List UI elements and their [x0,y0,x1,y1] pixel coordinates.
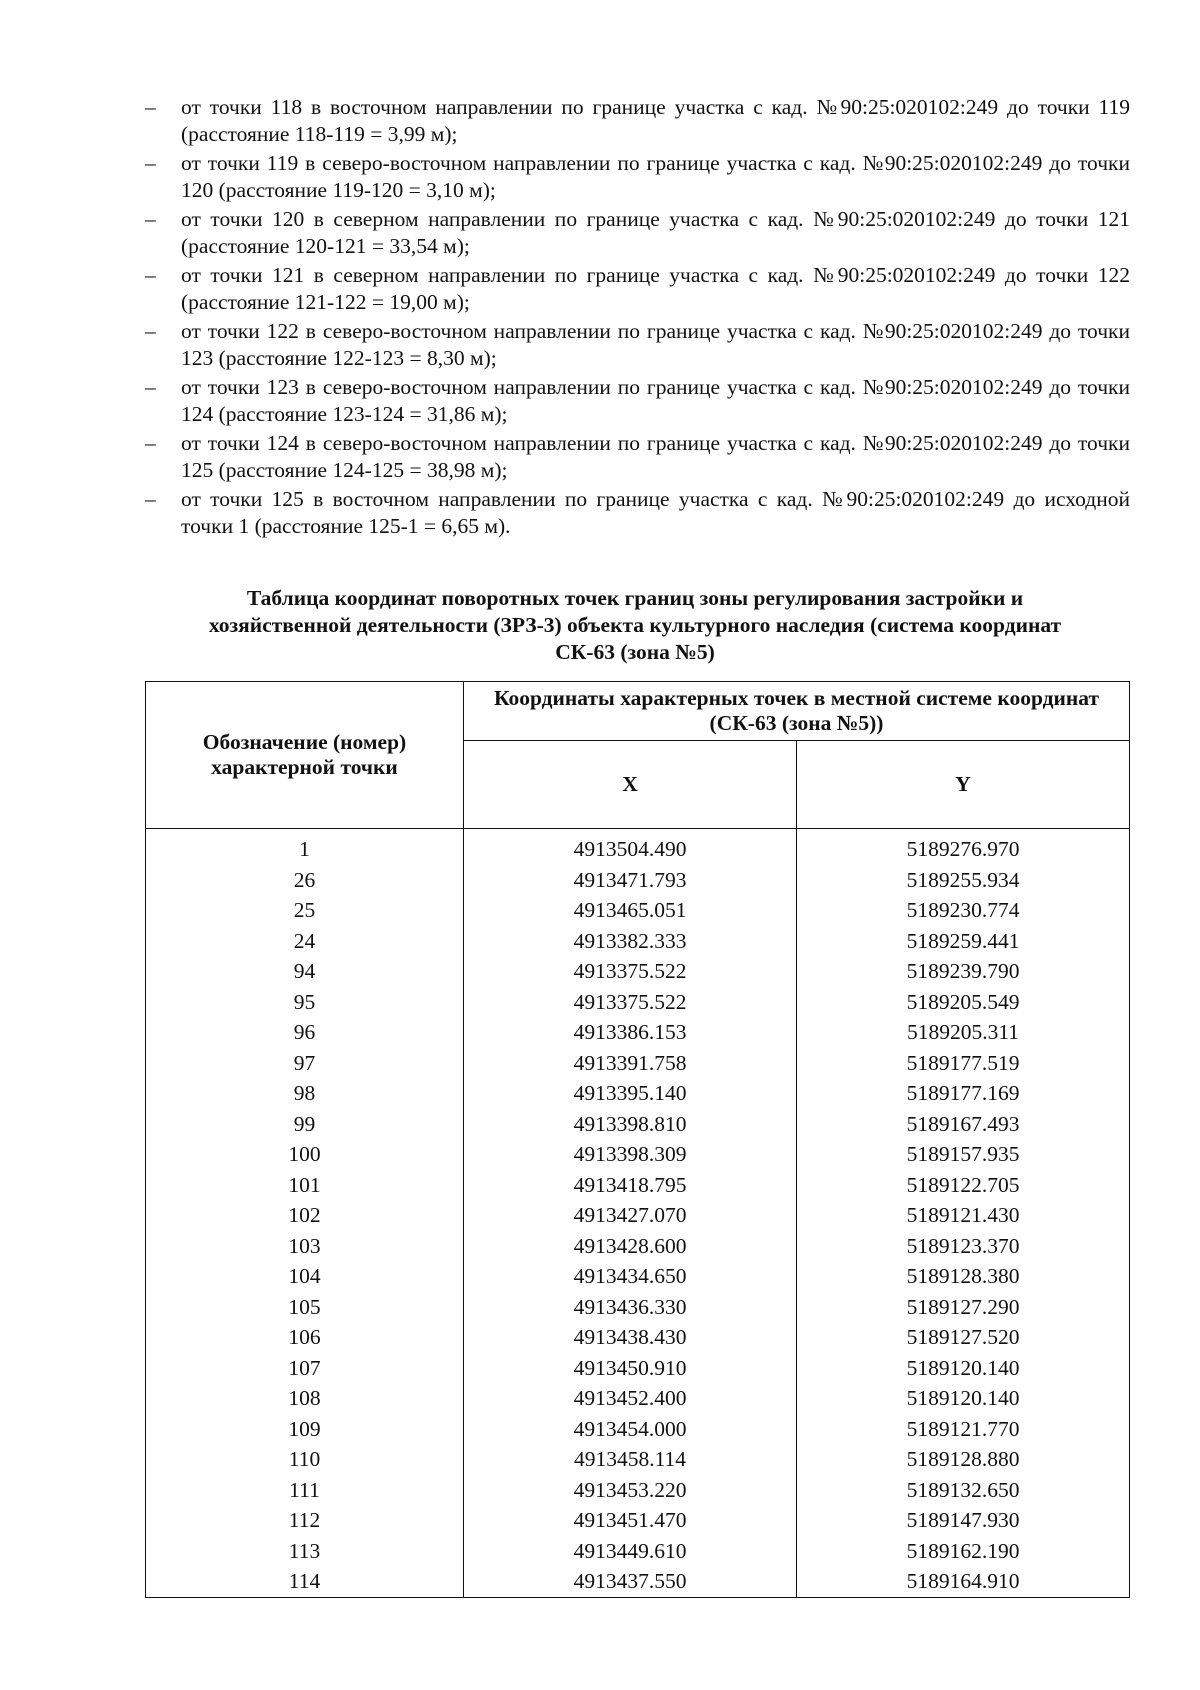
list-dash: – [145,151,156,175]
cell-x: 4913471.793 [464,865,797,896]
table-row [146,1048,1130,1079]
table-row [146,1261,1130,1292]
cell-y: 5189230.774 [797,895,1130,926]
cell-x: 4913395.140 [464,1078,797,1109]
list-dash: – [145,431,156,455]
table-row [146,1444,1130,1475]
table-row [146,1536,1130,1567]
cell-y: 5189205.311 [797,1017,1130,1048]
list-item [145,374,1130,428]
cell-x: 4913391.758 [464,1048,797,1079]
list-item-text: от точки 125 в восточном направлении по границе участка с кад. №90:25:020102:249 до исходной точки 1 (расстояние 125-1 = 6,65 м). [181,487,1130,538]
list-item-text: от точки 119 в северо-восточном направлении по границе участка с кад. №90:25:020102:249 до точки 120 (расстояние 119-120 = 3,10 м); [181,151,1130,202]
cell-y: 5189121.430 [797,1200,1130,1231]
cell-point-number: 96 [146,1017,464,1048]
cell-x: 4913434.650 [464,1261,797,1292]
cell-y: 5189177.519 [797,1048,1130,1079]
cell-y: 5189239.790 [797,956,1130,987]
list-dash: – [145,263,156,287]
cell-point-number: 24 [146,926,464,957]
cell-point-number: 95 [146,987,464,1018]
table-row [146,829,1130,865]
list-dash: – [145,207,156,231]
list-dash: – [145,319,156,343]
cell-x: 4913458.114 [464,1444,797,1475]
cell-x: 4913452.400 [464,1383,797,1414]
cell-y: 5189127.290 [797,1292,1130,1323]
table-row [146,1017,1130,1048]
list-item [145,262,1130,316]
list-dash: – [145,487,156,511]
cell-point-number: 105 [146,1292,464,1323]
list-item [145,94,1130,148]
table-header [146,682,1130,829]
cell-x: 4913451.470 [464,1505,797,1536]
cell-y: 5189128.880 [797,1444,1130,1475]
cell-x: 4913427.070 [464,1200,797,1231]
table-row [146,1353,1130,1384]
table-row [146,865,1130,896]
table-row [146,926,1130,957]
table-body [146,829,1130,1598]
cell-x: 4913375.522 [464,987,797,1018]
cell-x: 4913428.600 [464,1231,797,1262]
table-row [146,1109,1130,1140]
cell-x: 4913438.430 [464,1322,797,1353]
cell-point-number: 110 [146,1444,464,1475]
cell-point-number: 25 [146,895,464,926]
cell-y: 5189121.770 [797,1414,1130,1445]
cell-point-number: 109 [146,1414,464,1445]
cell-x: 4913453.220 [464,1475,797,1506]
cell-point-number: 1 [146,829,464,865]
table-row [146,1139,1130,1170]
list-item-text: от точки 118 в восточном направлении по границе участка с кад. №90:25:020102:249 до точки 119 (расстояние 118-119 = 3,99 м); [181,95,1130,146]
cell-point-number: 103 [146,1231,464,1262]
list-dash: – [145,375,156,399]
cell-point-number: 94 [146,956,464,987]
table-row [146,1170,1130,1201]
list-item [145,206,1130,260]
cell-point-number: 113 [146,1536,464,1567]
cell-x: 4913398.810 [464,1109,797,1140]
table-row [146,987,1130,1018]
cell-x: 4913449.610 [464,1536,797,1567]
table-row [146,1078,1130,1109]
cell-point-number: 104 [146,1261,464,1292]
header-x: X [464,741,797,829]
cell-x: 4913386.153 [464,1017,797,1048]
cell-y: 5189205.549 [797,987,1130,1018]
cell-point-number: 111 [146,1475,464,1506]
cell-x: 4913465.051 [464,895,797,926]
coordinates-table [145,681,1130,1598]
table-row [146,1383,1130,1414]
cell-y: 5189255.934 [797,865,1130,896]
boundary-description-list [145,94,1130,542]
table-row [146,1200,1130,1231]
cell-x: 4913437.550 [464,1566,797,1597]
cell-point-number: 26 [146,865,464,896]
cell-x: 4913454.000 [464,1414,797,1445]
list-item [145,318,1130,372]
cell-x: 4913375.522 [464,956,797,987]
cell-point-number: 107 [146,1353,464,1384]
cell-y: 5189120.140 [797,1353,1130,1384]
table-row [146,1292,1130,1323]
cell-point-number: 114 [146,1566,464,1597]
cell-y: 5189122.705 [797,1170,1130,1201]
table-row [146,1231,1130,1262]
cell-y: 5189147.930 [797,1505,1130,1536]
header-y: Y [797,741,1130,829]
cell-point-number: 106 [146,1322,464,1353]
table-row [146,1505,1130,1536]
list-item [145,430,1130,484]
list-item [145,150,1130,204]
header-point-number: Обозначение (номер) характерной точки [146,682,464,829]
cell-x: 4913398.309 [464,1139,797,1170]
list-item-text: от точки 123 в северо-восточном направлении по границе участка с кад. №90:25:020102:249 до точки 124 (расстояние 123-124 = 31,86 м); [181,375,1130,426]
list-item-text: от точки 124 в северо-восточном направлении по границе участка с кад. №90:25:020102:249 до точки 125 (расстояние 124-125 = 38,98 м); [181,431,1130,482]
list-dash: – [145,95,156,119]
cell-y: 5189164.910 [797,1566,1130,1597]
cell-point-number: 97 [146,1048,464,1079]
table-row [146,1566,1130,1597]
list-item-text: от точки 121 в северном направлении по границе участка с кад. №90:25:020102:249 до точки 122 (расстояние 121-122 = 19,00 м); [181,263,1130,314]
table-row [146,1322,1130,1353]
cell-x: 4913382.333 [464,926,797,957]
cell-y: 5189132.650 [797,1475,1130,1506]
cell-y: 5189259.441 [797,926,1130,957]
cell-y: 5189120.140 [797,1383,1130,1414]
cell-y: 5189177.169 [797,1078,1130,1109]
cell-x: 4913436.330 [464,1292,797,1323]
cell-point-number: 102 [146,1200,464,1231]
table-row [146,956,1130,987]
table-title [140,585,1130,666]
cell-y: 5189162.190 [797,1536,1130,1567]
cell-point-number: 101 [146,1170,464,1201]
table-row [146,1475,1130,1506]
cell-point-number: 100 [146,1139,464,1170]
header-coordinates-group: Координаты характерных точек в местной системе координат (СК-63 (зона №5)) [464,682,1130,741]
cell-x: 4913504.490 [464,829,797,865]
cell-y: 5189276.970 [797,829,1130,865]
table-title-line: Таблица координат поворотных точек границ зоны регулирования застройки и [246,586,1024,610]
cell-point-number: 99 [146,1109,464,1140]
cell-y: 5189157.935 [797,1139,1130,1170]
table-title-line: СК-63 (зона №5) [555,640,715,664]
list-item [145,486,1130,540]
cell-x: 4913450.910 [464,1353,797,1384]
cell-y: 5189128.380 [797,1261,1130,1292]
cell-y: 5189167.493 [797,1109,1130,1140]
cell-point-number: 108 [146,1383,464,1414]
cell-y: 5189127.520 [797,1322,1130,1353]
table-row [146,895,1130,926]
table-row [146,1414,1130,1445]
cell-x: 4913418.795 [464,1170,797,1201]
cell-point-number: 112 [146,1505,464,1536]
cell-y: 5189123.370 [797,1231,1130,1262]
list-item-text: от точки 122 в северо-восточном направлении по границе участка с кад. №90:25:020102:249 до точки 123 (расстояние 122-123 = 8,30 м); [181,319,1130,370]
list-item-text: от точки 120 в северном направлении по границе участка с кад. №90:25:020102:249 до точки 121 (расстояние 120-121 = 33,54 м); [181,207,1130,258]
table-title-line: хозяйственной деятельности (ЗРЗ-3) объекта культурного наследия (система координат [208,613,1062,637]
cell-point-number: 98 [146,1078,464,1109]
